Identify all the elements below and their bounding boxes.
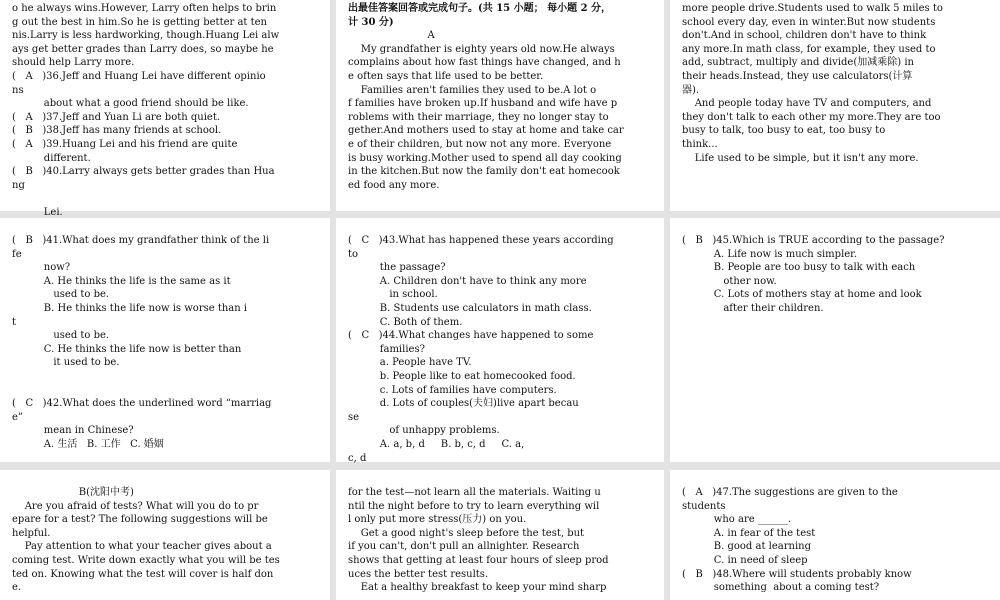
text-line: a. People have TV. xyxy=(348,357,472,369)
text-line: t xyxy=(12,316,17,328)
text-line: e often says that life used to be better. xyxy=(348,70,544,82)
text-line: ( B )40.Larry always gets better grades than Hua xyxy=(12,166,275,178)
text-line: in school. xyxy=(348,289,438,301)
text-line: shows that getting at least four hours of sleep prod xyxy=(348,554,609,566)
text-line: A. Children don't have to think any more xyxy=(348,275,587,287)
panel-middle-middle xyxy=(336,218,664,462)
text-line: after their children. xyxy=(682,302,824,314)
text-line xyxy=(12,192,322,206)
text-line: families? xyxy=(348,343,425,355)
panel-top-right xyxy=(670,0,1000,211)
text-line: A. in fear of the test xyxy=(682,527,816,539)
text-line xyxy=(12,384,322,398)
text-line: of unhappy problems. xyxy=(348,425,500,437)
text-line: ( B )41.What does my grandfather think of the li xyxy=(12,235,270,246)
text-line: ( C )43.What has happened these years according xyxy=(348,235,614,246)
text-line: C. Both of them. xyxy=(348,316,463,328)
text-line: ng xyxy=(12,179,25,191)
text-line: uces the better test results. xyxy=(348,568,489,580)
text-line: they don't talk to each other my more.They are too xyxy=(682,111,941,123)
text-line: Lei. xyxy=(12,206,63,218)
text-line: who are ______. xyxy=(682,514,792,526)
text-line: A. a, b, d B. b, c, d C. a, xyxy=(348,438,525,450)
question-block xyxy=(12,234,322,452)
text-line: Eat a healthy breakfast to keep your mind sharp xyxy=(348,582,607,594)
text-line: ( A )37.Jeff and Yuan Li are both quiet. xyxy=(12,111,221,123)
text-line: nis.Larry is less hardworking, though.Huang Lei alw xyxy=(12,30,280,42)
text-line: 出最佳答案回答或完成句子。(共 15 小题； 每小题 2 分， xyxy=(348,3,612,14)
panel-bottom-left xyxy=(0,470,330,600)
text-block xyxy=(12,2,322,220)
question-block xyxy=(682,234,992,316)
text-line: in the kitchen.But now the family don't eat homecook xyxy=(348,166,620,178)
text-line: ed food any more. xyxy=(348,179,440,191)
text-line: different. xyxy=(12,152,91,164)
text-line: Are you afraid of tests? What will you do to pr xyxy=(12,500,259,512)
text-line: school every day, even in winter.But now students xyxy=(682,16,936,28)
text-line: C. Lots of mothers stay at home and look xyxy=(682,289,922,301)
text-line: ted on. Knowing what the test will cover is half don xyxy=(12,568,274,580)
text-line: A. Life now is much simpler. xyxy=(682,248,858,260)
text-line: ( A )36.Jeff and Huang Lei have different opinio xyxy=(12,70,266,82)
text-line: 器). xyxy=(682,84,700,96)
text-line: gether.And mothers used to stay at home and take car xyxy=(348,125,624,137)
text-block xyxy=(682,2,992,165)
text-block xyxy=(348,486,656,595)
text-line: Life used to be simple, but it isn't any more. xyxy=(682,152,919,164)
panel-middle-right xyxy=(670,218,1000,462)
text-line: any more.In math class, for example, they used to xyxy=(682,43,936,55)
text-line: their heads.Instead, they use calculators(计算 xyxy=(682,70,913,82)
panel-bottom-right xyxy=(670,470,1000,600)
text-line: used to be. xyxy=(12,330,110,342)
text-line: A. He thinks the life is the same as it xyxy=(12,275,231,287)
question-block xyxy=(348,234,656,465)
panel-top-middle xyxy=(336,0,664,211)
panel-top-left xyxy=(0,0,330,218)
text-line: other now. xyxy=(682,275,777,287)
text-line: Pay attention to what your teacher gives about a xyxy=(12,541,272,553)
text-line: c. Lots of families have computers. xyxy=(348,384,557,396)
text-line: ( C )44.What changes have happened to some xyxy=(348,330,594,342)
text-line: d. Lots of couples(夫妇)live apart becau xyxy=(348,398,579,410)
text-line: B. He thinks the life now is worse than i xyxy=(12,302,248,314)
text-line: to xyxy=(348,248,359,260)
text-line: busy to talk, too busy to eat, too busy to xyxy=(682,125,886,137)
text-line: se xyxy=(348,411,360,423)
text-line: if you can't, don't pull an allnighter. Research xyxy=(348,541,580,553)
text-line: fe xyxy=(12,248,22,260)
text-line: C. He thinks the life now is better than xyxy=(12,343,242,355)
text-line: epare for a test? The following suggestions will be xyxy=(12,514,268,526)
text-line: roblems with their marriage, they no longer stay to xyxy=(348,111,609,123)
text-line: the passage? xyxy=(348,262,446,274)
text-line: for the test—not learn all the materials. Waiting u xyxy=(348,487,601,498)
text-line: ( A )47.The suggestions are given to the xyxy=(682,487,898,498)
text-line: ns xyxy=(12,84,24,96)
text-line: g out the best in him.So he is getting better at ten xyxy=(12,16,267,28)
text-line: don't.And in school, children don't have to think xyxy=(682,30,927,42)
text-line: is busy working.Mother used to spend all day cooking xyxy=(348,152,622,164)
text-line: used to be. xyxy=(12,289,110,301)
text-line: helpful. xyxy=(12,527,51,539)
text-line: ( C )42.What does the underlined word “marriag xyxy=(12,398,272,410)
text-line: coming test. Write down exactly what you will be tes xyxy=(12,554,280,566)
panel-bottom-middle xyxy=(336,470,664,600)
text-line: it used to be. xyxy=(12,357,120,369)
text-line: e” xyxy=(12,411,24,423)
text-line: ( B )45.Which is TRUE according to the passage? xyxy=(682,235,945,246)
text-line: Get a good night's sleep before the test, but xyxy=(348,527,585,539)
text-line: b. People like to eat homecooked food. xyxy=(348,370,576,382)
text-line: B(沈阳中考) xyxy=(12,487,134,498)
text-line: l only put more stress(压力) on you. xyxy=(348,514,527,526)
text-line: ( B )38.Jeff has many friends at school. xyxy=(12,125,222,137)
text-line: A. 生活 B. 工作 C. 婚姻 xyxy=(12,438,164,450)
text-line: should help Larry more. xyxy=(12,57,135,69)
text-line: ays get better grades than Larry does, so maybe he xyxy=(12,43,274,55)
text-line: e of their children, but now not any more. Everyone xyxy=(348,138,612,150)
text-line: My grandfather is eighty years old now.He always xyxy=(348,43,615,55)
text-line: e. xyxy=(12,582,22,594)
text-line: f families have broken up.If husband and wife have p xyxy=(348,98,618,110)
text-line: ntil the night before to try to learn everything wil xyxy=(348,500,600,512)
text-line: Families aren't families they used to be.A lot o xyxy=(348,84,597,96)
text-line: 计 30 分) xyxy=(348,16,394,28)
text-line: C. in need of sleep xyxy=(682,554,808,566)
text-line: add, subtract, multiply and divide(加减乘除) in xyxy=(682,57,914,69)
text-line: mean in Chinese? xyxy=(12,425,134,437)
text-line: ( A )39.Huang Lei and his friend are quite xyxy=(12,138,238,150)
text-line xyxy=(12,370,322,384)
text-line: c, d xyxy=(348,452,367,464)
text-line: students xyxy=(682,500,726,512)
question-block xyxy=(682,486,992,595)
text-line: A xyxy=(348,30,435,42)
text-line: something about a coming test? xyxy=(682,582,880,594)
text-line: think... xyxy=(682,138,718,150)
text-line: now? xyxy=(12,262,71,274)
text-line: complains about how fast things have changed, and h xyxy=(348,57,621,69)
text-block xyxy=(348,2,656,192)
text-line: B. Students use calculators in math class. xyxy=(348,302,592,314)
text-line: And people today have TV and computers, and xyxy=(682,98,932,110)
panel-middle-left xyxy=(0,218,330,462)
text-line: about what a good friend should be like. xyxy=(12,98,249,110)
text-block xyxy=(12,486,322,595)
text-line: o he always wins.However, Larry often helps to brin xyxy=(12,3,277,14)
text-line: more people drive.Students used to walk 5 miles to xyxy=(682,3,943,14)
text-line: B. good at learning xyxy=(682,541,812,553)
text-line: B. People are too busy to talk with each xyxy=(682,262,916,274)
text-line: ( B )48.Where will students probably know xyxy=(682,568,912,580)
